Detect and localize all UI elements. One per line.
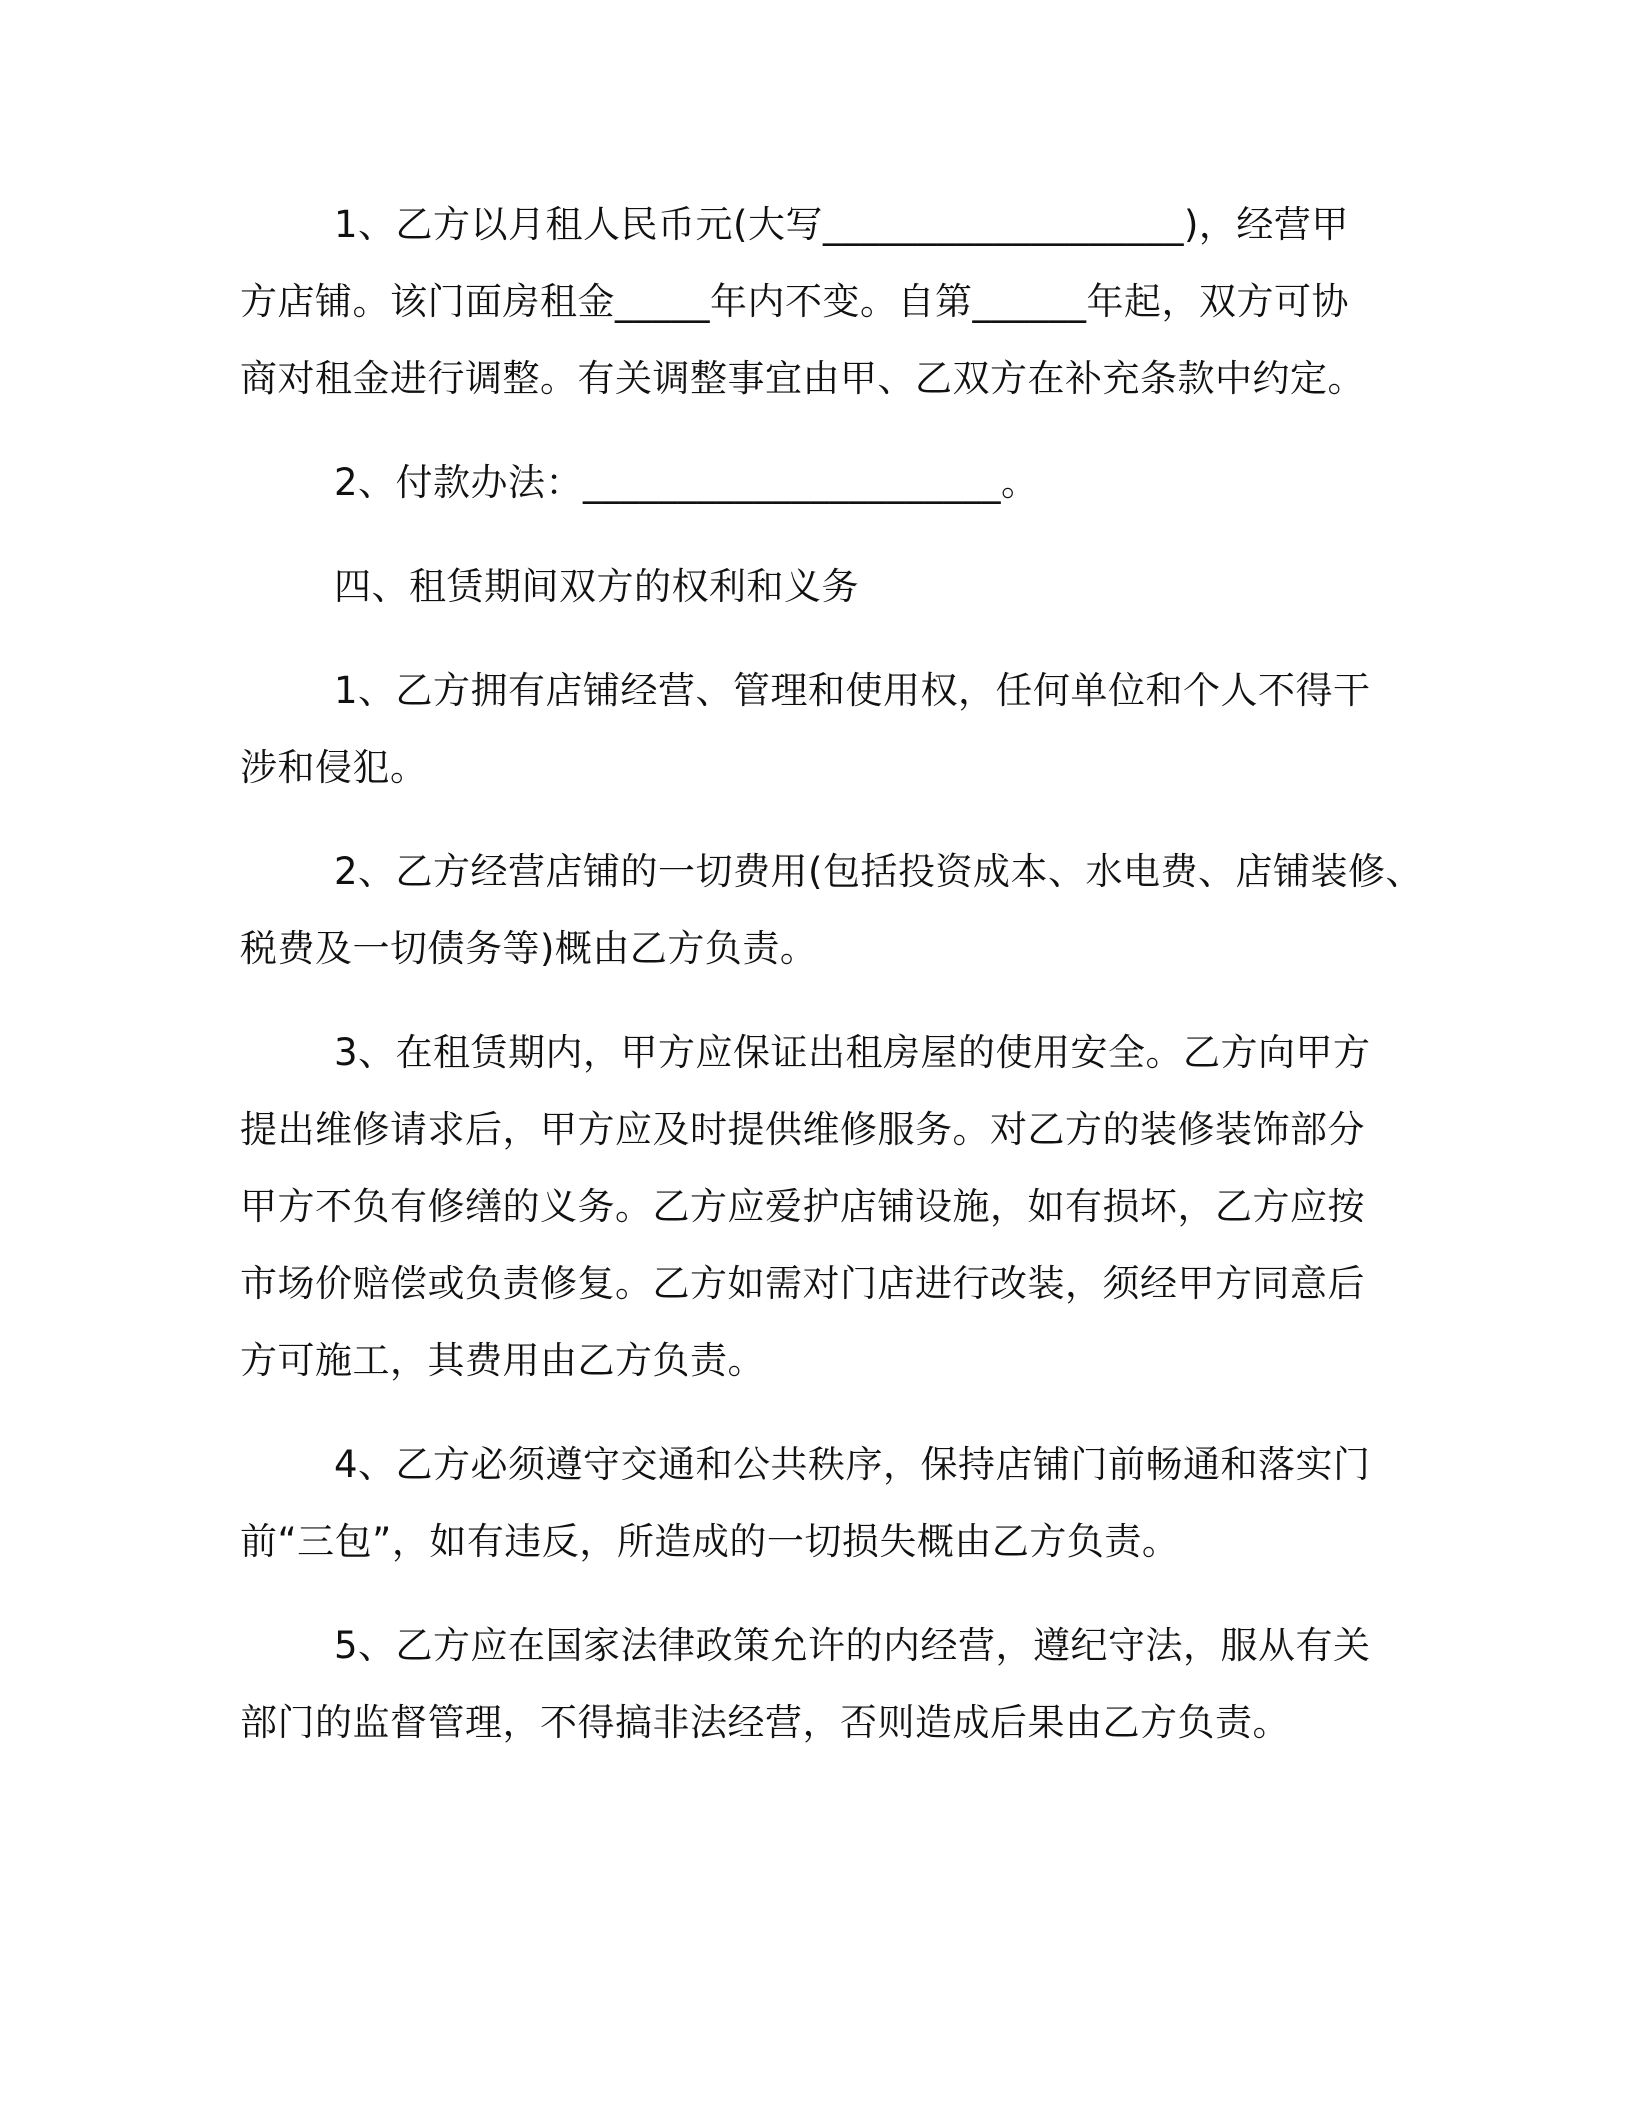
text-line: 2、乙方经营店铺的一切费用(包括投资成本、水电费、店铺装修、 [334, 850, 1423, 893]
paragraph-clause-5 [240, 1607, 1395, 1761]
section-heading-rights-obligations [240, 548, 1395, 625]
text-line: 2、付款办法：______________________。 [334, 461, 1039, 504]
text-line: 方可施工，其费用由乙方负责。 [240, 1339, 765, 1382]
text-line: 3、在租赁期内，甲方应保证出租房屋的使用安全。乙方向甲方 [334, 1031, 1371, 1074]
text-line: 1、乙方以月租人民币元(大写___________________)，经营甲 [334, 203, 1349, 246]
paragraph-rent-amount [240, 186, 1395, 417]
text-line: 方店铺。该门面房租金_____年内不变。自第______年起，双方可协 [240, 280, 1349, 323]
text-line: 提出维修请求后，甲方应及时提供维修服务。对乙方的装修装饰部分 [240, 1108, 1365, 1151]
text-line: 前“三包”，如有违反，所造成的一切损失概由乙方负责。 [240, 1520, 1180, 1563]
text-line: 税费及一切债务等)概由乙方负责。 [240, 927, 818, 970]
document-page [240, 186, 1423, 1788]
section-heading: 四、租赁期间双方的权利和义务 [334, 565, 859, 608]
text-line: 甲方不负有修缮的义务。乙方应爱护店铺设施，如有损坏，乙方应按 [240, 1185, 1365, 1228]
text-line: 1、乙方拥有店铺经营、管理和使用权，任何单位和个人不得干 [334, 669, 1371, 712]
text-line: 5、乙方应在国家法律政策允许的内经营，遵纪守法，服从有关 [334, 1624, 1371, 1667]
text-line: 市场价赔偿或负责修复。乙方如需对门店进行改装，须经甲方同意后 [240, 1262, 1365, 1305]
paragraph-clause-1 [240, 652, 1395, 806]
text-line: 部门的监督管理，不得搞非法经营，否则造成后果由乙方负责。 [240, 1701, 1290, 1744]
paragraph-payment-method [240, 444, 1395, 521]
paragraph-clause-3 [240, 1014, 1395, 1399]
text-line: 涉和侵犯。 [240, 746, 428, 789]
text-line: 商对租金进行调整。有关调整事宜由甲、乙双方在补充条款中约定。 [240, 357, 1365, 400]
paragraph-clause-4 [240, 1426, 1395, 1580]
paragraph-clause-2 [240, 833, 1423, 987]
text-line: 4、乙方必须遵守交通和公共秩序，保持店铺门前畅通和落实门 [334, 1443, 1371, 1486]
